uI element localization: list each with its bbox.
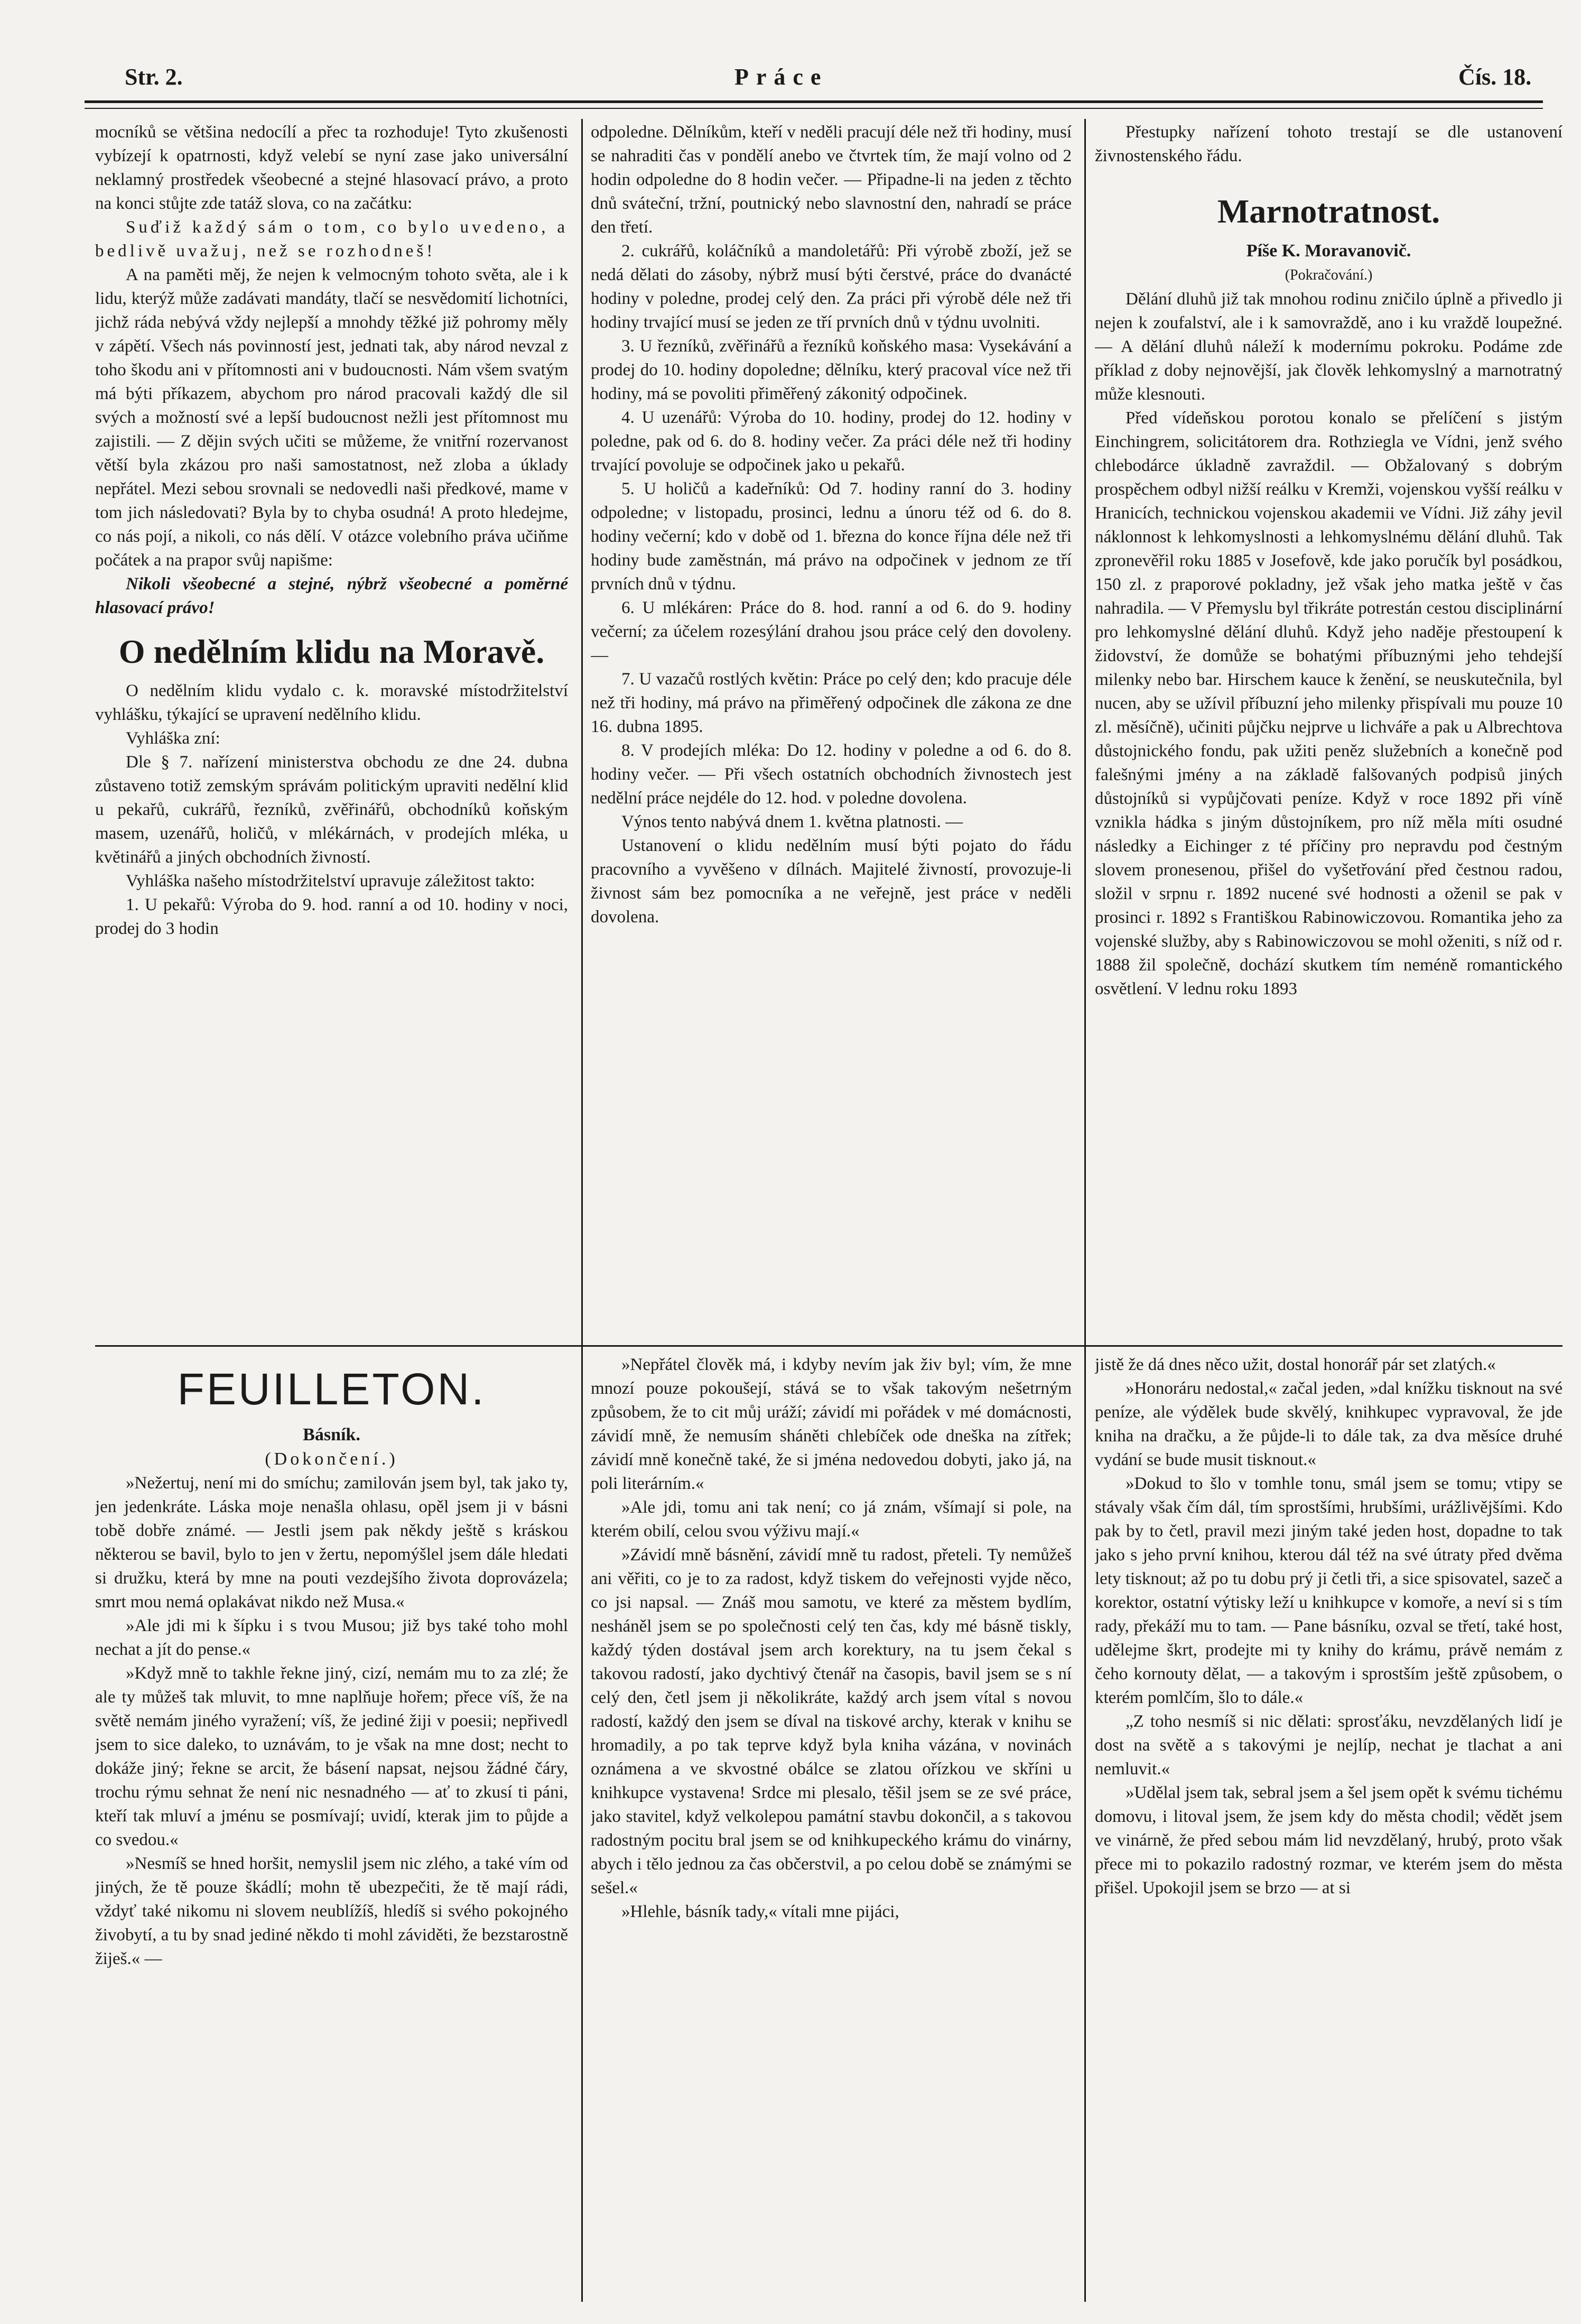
paragraph: »Když mně to takhle řekne jiný, cizí, nemám mu to za zlé; že ale ty můžeš tak mluvit, to mne naplňuje hořem; přece víš, že na světě nemám jiného vyražení; víš, že jediné žiji v poesii; nepřivedl jsem to sice daleko, to uznávám, to je však na mne dost; necht to dokáže jiný; řekne se arcit, že básení napsat, nejsou žádné čáry, trochu rýmu sehnat že není nic nesnadného — ať to zkusí ti páni, kteří tak mluví a jménu se posmívají; uvidí, kterak jim to půjde a co svedou.« <box>95 1664 568 1849</box>
byline: Píše K. Moravanovič. <box>1246 241 1411 261</box>
feuilleton-column-3 <box>1095 1353 1563 2294</box>
paragraph: 4. U uzenářů: Výroba do 10. hodiny, prodej do 12. hodiny v poledne, pak od 6. do 8. hodiny večer. Za práci déle než tři hodiny trvající povoluje se odpočinek jako u pekařů. <box>591 408 1072 475</box>
paragraph: »Honoráru nedostal,« začal jeden, »dal knížku tisknout na své peníze, ale výdělek bude skvělý, knihkupec vypravoval, že jde kniha na dračku, a že půjde-li to dále tak, za dva měsíce druhé vydání se bude musit tisknout.« <box>1095 1379 1563 1469</box>
paragraph: Vyhláška našeho místodržitelství upravuje záležitost takto: <box>126 872 535 891</box>
paragraph: Suďiž každý sám o tom, co bylo uvedeno, a bedlivě uvažuj, než se rozhodneš! <box>95 218 568 261</box>
feuilleton-column-1 <box>95 1349 568 2295</box>
paragraph: 2. cukrářů, koláčníků a mandoletářů: Při výrobě zboží, jež se nedá dělati do zásoby, nýbrž musí býti čerstvé, práce do dvanácté hodiny v poledne, prodej celý den. Za práci při výrobě déle než tři hodiny trvající musí se jeden ze tří prvních dnů v týdnu uvolniti. <box>591 242 1072 332</box>
column-rule-2 <box>1084 119 1086 2302</box>
column-rule-1 <box>581 119 583 2302</box>
paragraph: »Nepřátel člověk má, i kdyby nevím jak živ byl; vím, že mne mnozí pouze pokoušejí, stává se to však takovým nešetrným způsobem, že to cit můj uráží; závidí mi pořádek v mé domácnosti, závidí mně, že nemusím sháněti chlebíček ode dneška na zítřek; závidí mně konečně také, že si jména nedovedou dobyti, jako já, na poli literárním.« <box>591 1355 1072 1493</box>
paragraph: O nedělním klidu vydalo c. k. moravské místodržitelství vyhlášku, týkající se upravení nedělního klidu. <box>95 681 568 724</box>
story-continued: (Dokončení.) <box>265 1449 398 1469</box>
paragraph: Ustanovení o klidu nedělním musí býti pojato do řádu pracovního a vyvěšeno v dílnách. Majitelé živností, provozuje-li živnost sám bez pomocníka a ne veřejně, jest práce v neděli dovolena. <box>591 836 1072 927</box>
paragraph: »Závidí mně básnění, závidí mně tu radost, přeteli. Ty nemůžeš ani věřiti, co je to za radost, když tiskem do veřejnosti vyjde něco, co jsi napsal. — Znáš mou samotu, ve které za městem bydlím, nesháněl jsem se po společnosti celý ten čas, kdy mé básně tiskly, každý týden dostával jsem arch korektury, na tu jsem čekal s takovou radostí, jako dychtivý čtenář na časopis, bavil jsem se s ní celý den, četl jsem ji několikráte, každý arch jsem vítal s novou radostí, každý den jsem se díval na tiskové archy, kterak v knihu se hromadily, a po tak teprve když byla kniha vázána, v novinách oznámena a ve skvostné obálce se zlatou ořízkou ve skříni u knihkupce vystavena! Srdce mi plesalo, těšil jsem se ze své práce, jako stavitel, když velkolepou památní stavbu dokončil, a s takovou radostným pocitu bral jsem se od knihkupeckého krámu do vinárny, abych i tělo jednou za čas občerstvil, a po celou době se známými se sešel.« <box>591 1545 1072 1897</box>
paragraph: odpoledne. Dělníkům, kteří v neděli pracují déle než tři hodiny, musí se nahraditi čas v pondělí anebo ve čtvrtek tím, že mají volno od 2 hodin odpoledne do 8 hodin večer. — Připadne-li na jeden z těchto dnů sváteční, tržní, poutnický nebo slavnostní den, nahradí se práce den třetí. <box>591 123 1072 237</box>
paragraph: Dle § 7. nařízení ministerstva obchodu ze dne 24. dubna zůstaveno totiž zemským správám politickým upraviti nedělní klid u pekařů, cukrářů, řezníků, zvěřinářů, obchodníků koňským masem, uzenářů, holičů, v mlékárnách, v prodejích mléka, u květinářů a jiných obchodních živností. <box>95 753 568 867</box>
page-label: Str. 2. <box>125 64 183 90</box>
paragraph: Před vídeňskou porotou konalo se přelíčení s jistým Einchingrem, solicitátorem dra. Rothziegla ve Vídni, jenž svého chlebodárce úkladně zavraždil. — Obžalovaný s dobrým prospěchem odbyl nižší reálku v Kremži, vojenskou vyšší reálku v Hranicích, technickou vojenskou akademii ve Vídni. Již záhy jevil náklonnost k lehkomyslnosti a lehkomyslnému dělání dluhů. Tak zpronevěřil roku 1885 v Josefově, kde jako poručík byl posádkou, 150 zl. z praporové pokladny, jež však jeho matka ještě v čas nahradila. — V Přemyslu byl třikráte potrestán cestou disciplinární pro lehkomyslné dělání dluhů. Když jeho naděje přestoupení k židovství, že domůže se bohatými příbuznými jeho tehdejší milenky nebo bar. Hirschem kauce k ženění, se neuskutečnila, byl nucen, aby se užívil příbuzní jeho milenky přispívali mu pouze 10 zl. měsíčně), učiniti půjčku nejprve u lichváře a pak u Albrechtova důstojnického fondu, pak užiti peněz služebních a konečně pod falešnými jmény a na základě falšovaných podpisů jiných důstojníků si vypůjčovati peníze. Když v roce 1892 při víně vznikla hádka s jiným důstojníkem, pro níž měla míti osudné následky a Eichinger z té příčiny pro nepravdu pod čestným slovem pronesenou, přišel do vyšetřování před čestnou radou, složil v srpnu r. 1892 nucené své hodnosti a oženil se pak v prosinci r. 1892 s Františkou Rabinowiczovou. Romantika jeho za vojenské služby, aby s Rabinowiczovou se mohl oženiti, s níž od r. 1888 žil společně, dochází skutkem tím neméně romantického osvětlení. V lednu roku 1893 <box>1095 409 1563 998</box>
paragraph: »Nežertuj, není mi do smíchu; zamilován jsem byl, tak jako ty, jen jedenkráte. Láska moje nenašla ohlasu, opěl jsem ji v básni tobě dobře známé. — Jestli jsem pak někdy ještě s kráskou některou se bavil, bylo to jen v žertu, nepomýšlel jsem dále hledati si družku, která by mne na pouti vezdejšího života doprovázela; smrt mou nemá oplakávat nikdo než Musa.« <box>95 1474 568 1612</box>
column-3-top <box>1095 121 1563 1331</box>
header-rule <box>85 100 1543 103</box>
paper-name: Práce <box>734 64 829 90</box>
paragraph: 5. U holičů a kadeřníků: Od 7. hodiny ranní do 3. hodiny odpoledne; v listopadu, prosinci, lednu a únoru též od 6. do 8. hodiny večerní; kdo v době od 1. března do konce října déle než tři hodiny bude zaměstnán, má právo na odpočinek v jednom ze tří prvních dnů v týdnu. <box>591 479 1072 594</box>
paragraph: 6. U mlékáren: Práce do 8. hod. ranní a od 6. do 9. hodiny večerní; za účelem rozesýlání drahou jsou práce celý den dovoleny. — <box>591 598 1072 665</box>
column-1-top <box>95 121 568 1326</box>
feuilleton-rule <box>95 1345 1563 1347</box>
paragraph: »Nesmíš se hned horšit, nemyslil jsem nic zlého, a také vím od jiných, že tě pouze škádlí; mohn tě ubezpečiti, že tě mají rádi, vždyť také nikomu ni slovem neublížíš, hledíš si svého pokojného živobytí, a tu by snad jediné někdo ti mohl záviděti, že bezstarostně žiješ.« — <box>95 1854 568 1968</box>
paragraph: A na paměti měj, že nejen k velmocným tohoto světa, ale i k lidu, kterýž může zadávati mandáty, tlačí se nesvědomití lichotníci, jichž ráda nebývá vždy nejlepší a mnohdy těžké již pohromy měly v zápětí. Všech nás povinností jest, jednati tak, aby národ nevzal z toho škodu ani v přítomnosti ani v budoucnosti. Nám všem svatým má býti příkazem, abychom pro národ pracovali každý dle sil svých a možností své a lepší budoucnost nežli jest přítomnost mu zajistili. — Z dějin svých učiti se můžeme, že vnitřní rozervanost větší byla zkázou pro naši samostatnost, než zloba a úklady nepřátel. Mezi sebou srovnali se nedovedli naši předkové, mame v tom jich následovati? Byla by to chyba osudná! A proto hledejme, co nás pojí, a nikoli, co nás dělí. V otázce volebního práva učiňme počátek a na prapor svůj napišme: <box>95 265 568 570</box>
paragraph: Přestupky nařízení tohoto trestají se dle ustanovení živnostenského řádu. <box>1095 123 1563 165</box>
paragraph: »Dokud to šlo v tomhle tonu, smál jsem se tomu; vtipy se stávaly však čím dál, tím sprostšími, hrubšími, urážlivějšími. Kdo pak by to četl, pravil mezi jiným také jeden host, dopadne to tak jako s jeho první knihou, kterou dál též na své útraty před dvěma lety tisknout; až po tu dobu prý ji četli tři, a sice spisovatel, sazeč a korektor, ostatní výtisky leží u knihkupce v komoře, a neví si s tím rady, překáží mu to tam. — Pane básníku, ozval se třetí, také host, udělejme škrt, prodejte mi ty knihy do krámu, právě nemám z čeho kornouty dělat, — a takovým i sprostším ještě způsobem, o kterém pomlčím, šlo to dále.« <box>1095 1474 1563 1707</box>
paragraph: 7. U vazačů rostlých květin: Práce po celý den; kdo pracuje déle než tři hodiny, má právo na přiměřený odpočinek dle zákona ze dne 16. dubna 1895. <box>591 670 1072 736</box>
paragraph: jistě že dá dnes něco užit, dostal honorář pár set zlatých.« <box>1095 1355 1496 1374</box>
paragraph: „Z toho nesmíš si nic dělati: sprosťáku, nevzdělaných lidí je dost na světě a s takovými je nejlíp, nechat je tlachat a ani nemluvit.« <box>1095 1712 1563 1779</box>
paragraph: mocníků se většina nedocílí a přec ta rozhoduje! Tyto zkušenosti vybízejí k opatrnosti, když velebí se nyní zase jako universální neklamný prostředek všeobecné a stejné hlasovací právo, a proto na konci stůjte zde tatáž slova, co na začátku: <box>95 123 568 213</box>
paragraph: Nikoli všeobecné a stejné, nýbrž všeobecné a poměrné hlasovací právo! <box>95 575 568 617</box>
story-title: Básník. <box>303 1425 360 1445</box>
paragraph: Výnos tento nabývá dnem 1. května platnosti. — <box>621 812 963 831</box>
paragraph: 1. U pekařů: Výroba do 9. hod. ranní a od 10. hodiny v noci, prodej do 3 hodin <box>95 895 568 938</box>
column-2-top <box>591 121 1072 1331</box>
paragraph: Dělání dluhů již tak mnohou rodinu zničilo úplně a přivedlo ji nejen k zoufalství, ale i k samovraždě, ano i ku vraždě loupežné. — A dělání dluhů náleží k modernímu pokroku. Podáme zde příklad z doby nejnovější, jak člověk lehkomyslný a marnotratný může klesnouti. <box>1095 290 1563 404</box>
headline-sunday-rest: O nedělním klidu na Moravě. <box>118 633 545 670</box>
continued-label: (Pokračování.) <box>1285 267 1373 283</box>
paragraph: 3. U řezníků, zvěřinářů a řezníků koňského masa: Vysekávání a prodej do 10. hodiny dopoledne; dělníku, který pracoval více než tři hodiny, má se povoliti přiměřený zákonitý odpočinek. <box>591 337 1072 403</box>
paragraph: »Udělal jsem tak, sebral jsem a šel jsem opět k svému tichému domovu, i litoval jsem, že jsem kdy do města chodil; vědět jsem ve vinárně, že před sebou mám lid nevzdělaný, hrubý, proto však přece mi to pokazilo radostný rozmar, ve kterém jsem do města přišel. Upokojil jsem se brzo — at si <box>1095 1783 1563 1897</box>
paragraph: 8. V prodejích mléka: Do 12. hodiny v poledne a od 6. do 8. hodiny večer. — Při všech ostatních obchodních živnostech jest nedělní práce nejdéle do 12. hod. v poledne dovolena. <box>591 741 1072 808</box>
paragraph: »Hlehle, básník tady,« vítali mne pijáci, <box>621 1902 899 1921</box>
header-rule-thin <box>85 108 1543 109</box>
paragraph: »Ale jdi mi k šípku i s tvou Musou; již bys také toho mohl nechat a jít do pense.« <box>95 1616 568 1659</box>
headline-marnotratnost: Marnotratnost. <box>1217 192 1440 230</box>
paragraph: Vyhláška zní: <box>126 729 220 748</box>
feuilleton-title: FEUILLETON. <box>177 1364 486 1414</box>
paragraph: »Ale jdi, tomu ani tak není; co já znám, všímají si pole, na kterém obilí, celou svou výživu mají.« <box>591 1498 1072 1541</box>
issue-label: Čís. 18. <box>1458 64 1532 90</box>
feuilleton-column-2 <box>591 1353 1072 2294</box>
